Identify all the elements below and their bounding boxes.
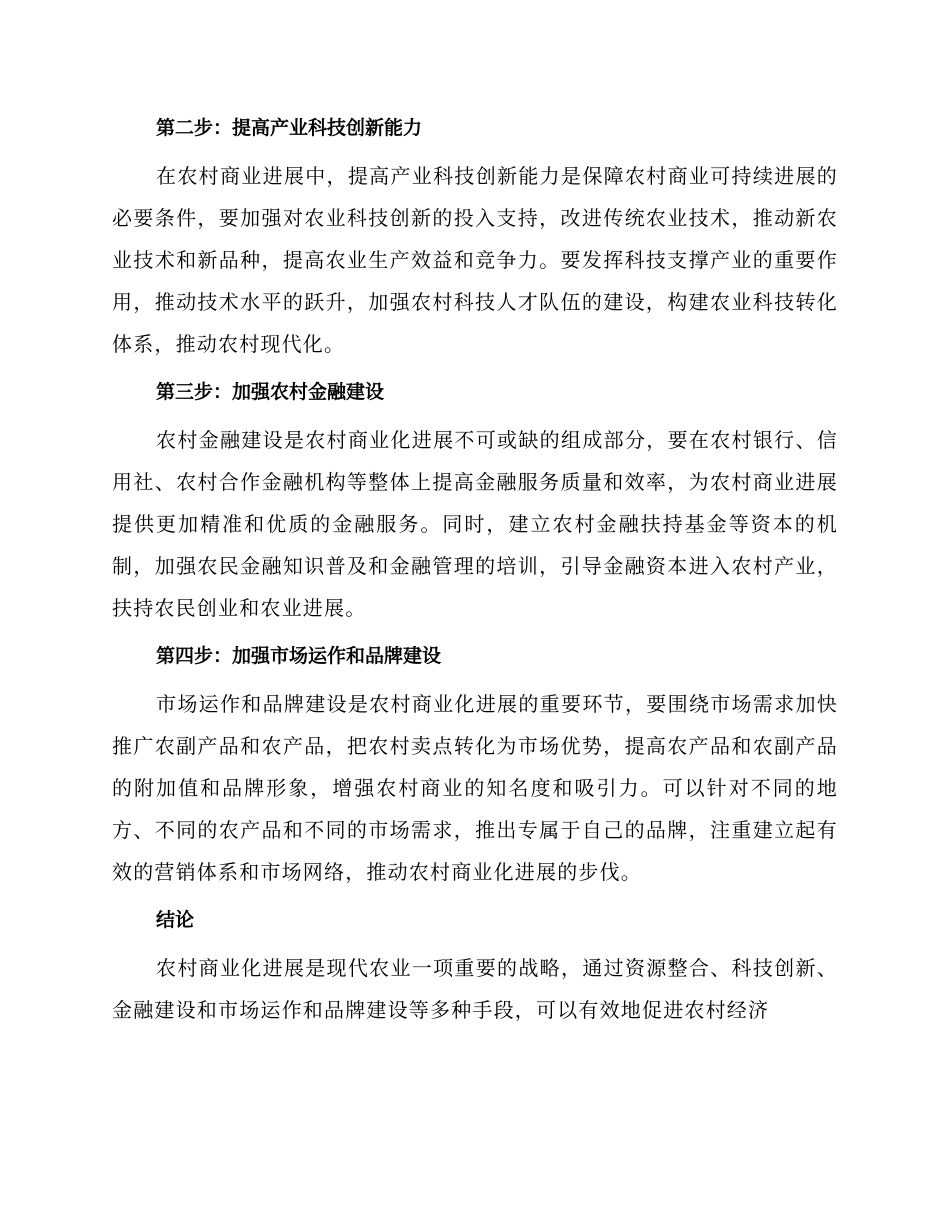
section-paragraph-conclusion: 农村商业化进展是现代农业一项重要的战略，通过资源整合、科技创新、金融建设和市场运作和品牌建设等多种手段，可以有效地促进农村经济 <box>112 956 838 1022</box>
section-heading-step-3: 第三步：加强农村金融建设 <box>156 381 385 403</box>
section-paragraph-step-3: 农村金融建设是农村商业化进展不可或缺的组成部分，要在农村银行、信用社、农村合作金融机构等整体上提高金融服务质量和效率，为农村商业进展提供更加精准和优质的金融服务。同时，建立农村金融扶持基金等资本的机制，加强农民金融知识普及和金融管理的培训，引导金融资本进入农村产业，扶持农民创业和农业进展。 <box>112 428 838 620</box>
document-body <box>112 109 838 1039</box>
section-heading-step-4: 第四步：加强市场运作和品牌建设 <box>156 645 442 667</box>
section-heading-conclusion: 结论 <box>156 909 195 931</box>
section-heading-step-2: 第二步：提高产业科技创新能力 <box>156 117 423 139</box>
section-paragraph-step-2: 在农村商业进展中，提高产业科技创新能力是保障农村商业可持续进展的必要条件，要加强对农业科技创新的投入支持，改进传统农业技术，推动新农业技术和新品种，提高农业生产效益和竞争力。要发挥科技支撑产业的重要作用，推动技术水平的跃升，加强农村科技人才队伍的建设，构建农业科技转化体系，推动农村现代化。 <box>112 164 838 356</box>
section-paragraph-step-4: 市场运作和品牌建设是农村商业化进展的重要环节，要围绕市场需求加快推广农副产品和农产品，把农村卖点转化为市场优势，提高农产品和农副产品的附加值和品牌形象，增强农村商业的知名度和吸引力。可以针对不同的地方、不同的农产品和不同的市场需求，推出专属于自己的品牌，注重建立起有效的营销体系和市场网络，推动农村商业化进展的步伐。 <box>112 692 838 884</box>
